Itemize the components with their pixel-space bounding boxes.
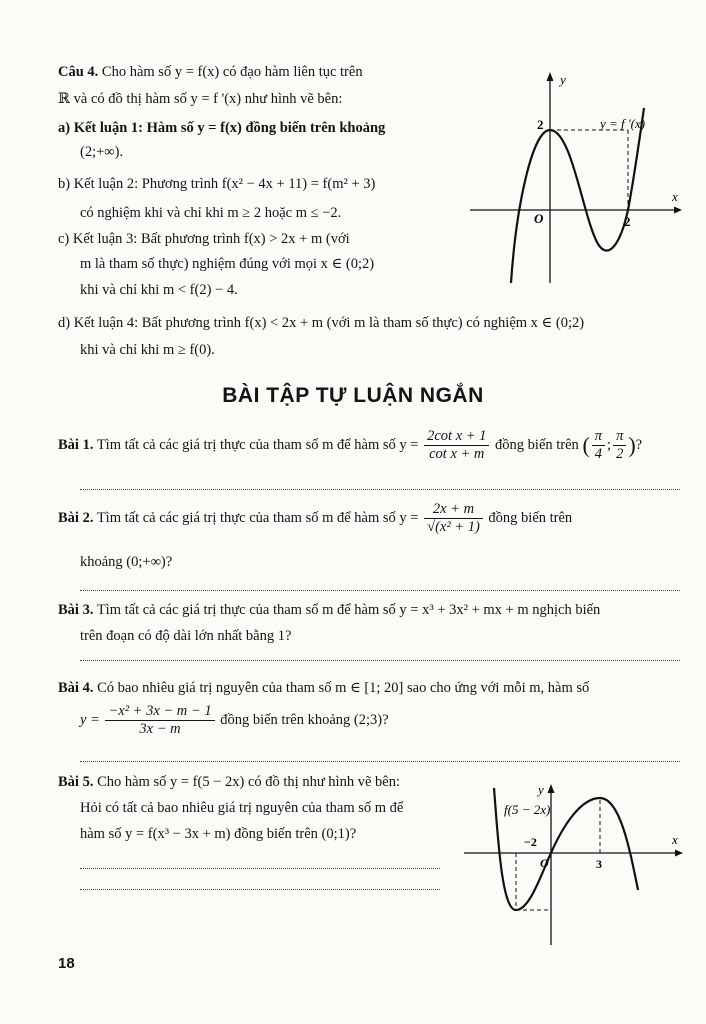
- cau4-c-line3: khi và chỉ khi m < f(2) − 4.: [80, 282, 238, 298]
- bai1-interval-a-den: 4: [594, 446, 603, 462]
- graph1-y-arrow: [547, 72, 554, 81]
- graph-derivative: [468, 68, 690, 290]
- bai5-label: Bài 5.: [58, 774, 94, 790]
- graph2-tick-neg2: −2: [524, 835, 537, 849]
- graph2-y-label: y: [538, 782, 544, 797]
- bai1-block: Bài 1. Tìm tất cả các giá trị thực của tham số m để hàm số y = $\frac{\text{2cot x + 1}}{\text{cot x + m}}$ đồng biến trên ( $\frac{\pi}{4}$ ; $\frac{\pi}{2}$ )?: [58, 428, 643, 462]
- bai5-line3: hàm số y = f(x³ − 3x + m) đồng biến trên (0;1)?: [80, 826, 357, 842]
- graph1-tick-x: 2: [624, 214, 631, 229]
- cau4-c-line2: m là tham số thực) nghiệm đúng với mọi x ∈ (0;2): [80, 256, 375, 272]
- cau4-d-line1: d) Kết luận 4: Bất phương trình f(x) < 2x + m (với m là tham số thực) có nghiệm x ∈ (0;2): [58, 315, 585, 331]
- cau4-intro-1: Cho hàm số y = f(x) có đạo hàm liên tục trên: [101, 64, 363, 80]
- bai2-frac-num: 2x + m: [424, 501, 483, 519]
- bai3-answer-line: [80, 660, 680, 661]
- bai1-text-b: đồng biến trên: [495, 436, 579, 453]
- cau4-a-line2: (2;+∞).: [80, 144, 124, 160]
- bai4-frac-num: −x² + 3x − m − 1: [105, 703, 214, 721]
- bai2-fraction: [424, 501, 483, 536]
- bai4-y-eq: y =: [80, 711, 100, 728]
- graph1-curve: [511, 108, 644, 283]
- graph1-origin: O: [534, 211, 544, 226]
- graph1-func-label: y = f '(x): [600, 116, 646, 131]
- bai1-fraction: [424, 428, 489, 463]
- graph1-x-label: x: [672, 189, 678, 204]
- bai1-end: ?: [635, 436, 643, 453]
- bai5-line1: Cho hàm số y = f(5 − 2x) có đồ thị như hình vẽ bên:: [97, 774, 400, 790]
- bai1-answer-line: [80, 489, 680, 490]
- bai4-label: Bài 4.: [58, 680, 94, 696]
- bai4-text-b: đồng biến trên khoảng (2;3)?: [220, 711, 389, 728]
- bai1-frac-den: cot x + m: [429, 446, 485, 462]
- bai2-text-b: đồng biến trên: [488, 509, 573, 526]
- graph2-x-arrow: [675, 850, 683, 857]
- bai5-answer-line-2: [80, 889, 440, 890]
- bai4-formula: [80, 703, 389, 738]
- cau4-label: Câu 4.: [58, 64, 99, 80]
- graph2-origin: O: [540, 856, 549, 870]
- bai1-text-a: Tìm tất cả các giá trị thực của tham số m để hàm số y =: [96, 436, 419, 453]
- page-number: 18: [58, 955, 75, 972]
- bai2-answer-line: [80, 590, 680, 591]
- bai3-line1: Tìm tất cả các giá trị thực của tham số m để hàm số y = x³ + 3x² + mx + m nghịch biến: [96, 602, 601, 618]
- bai4-fraction: [105, 703, 214, 738]
- bai5-line2: Hỏi có tất cả bao nhiêu giá trị nguyên của tham số m để: [80, 800, 404, 816]
- cau4-b-line1: b) Kết luận 2: Phương trình f(x² − 4x + 11) = f(m² + 3): [58, 176, 376, 192]
- section-title: BÀI TẬP TỰ LUẬN NGẮN: [222, 384, 484, 407]
- cau4-b-line2: có nghiệm khi và chỉ khi m ≥ 2 hoặc m ≤ −2.: [80, 205, 342, 221]
- bai5-answer-line-1: [80, 868, 440, 869]
- bai1-interval-b-den: 2: [616, 446, 624, 462]
- graph1-tick-y: 2: [537, 117, 544, 132]
- cau4-d-line2: khi và chỉ khi m ≥ f(0).: [80, 342, 215, 358]
- bai2-label: Bài 2.: [58, 509, 94, 526]
- graph-composite: [462, 780, 690, 950]
- cau4-a-line1: a) Kết luận 1: Hàm số y = f(x) đồng biến trên khoảng: [58, 120, 386, 136]
- bai2-frac-den: √(x² + 1): [427, 519, 480, 535]
- bai4-answer-line: [80, 761, 680, 762]
- cau4-intro-2: ℝ và có đồ thị hàm số y = f '(x) như hình vẽ bên:: [58, 91, 343, 107]
- graph2-tick-3: 3: [596, 857, 602, 871]
- bai1-interval-a: [592, 428, 605, 463]
- bai1-interval-a-num: π: [592, 428, 605, 446]
- bai1-interval-b: [613, 428, 626, 463]
- bai4-line1: Có bao nhiêu giá trị nguyên của tham số m ∈ [1; 20] sao cho ứng với mỗi m, hàm số: [97, 680, 590, 696]
- bai1-frac-num: 2cot x + 1: [424, 428, 489, 446]
- bai2-block: [58, 501, 572, 536]
- bai1-label: Bài 1.: [58, 436, 94, 453]
- bai4-frac-den: 3x − m: [139, 721, 181, 737]
- bai1-interval-b-num: π: [613, 428, 626, 446]
- bai3-line2: trên đoạn có độ dài lớn nhất bằng 1?: [80, 628, 292, 644]
- graph2-func-label: f(5 − 2x): [504, 802, 551, 817]
- bai2-text-a: Tìm tất cả các giá trị thực của tham số m để hàm số y =: [96, 509, 419, 526]
- graph2-x-label: x: [672, 832, 678, 847]
- cau4-c-line1: c) Kết luận 3: Bất phương trình f(x) > 2x + m (với: [58, 231, 350, 247]
- bai2-line2: khoảng (0;+∞)?: [80, 554, 173, 570]
- bai3-label: Bài 3.: [58, 602, 94, 618]
- graph1-y-label: y: [560, 72, 566, 87]
- graph2-y-arrow: [548, 784, 555, 793]
- graph1-x-arrow: [674, 207, 682, 214]
